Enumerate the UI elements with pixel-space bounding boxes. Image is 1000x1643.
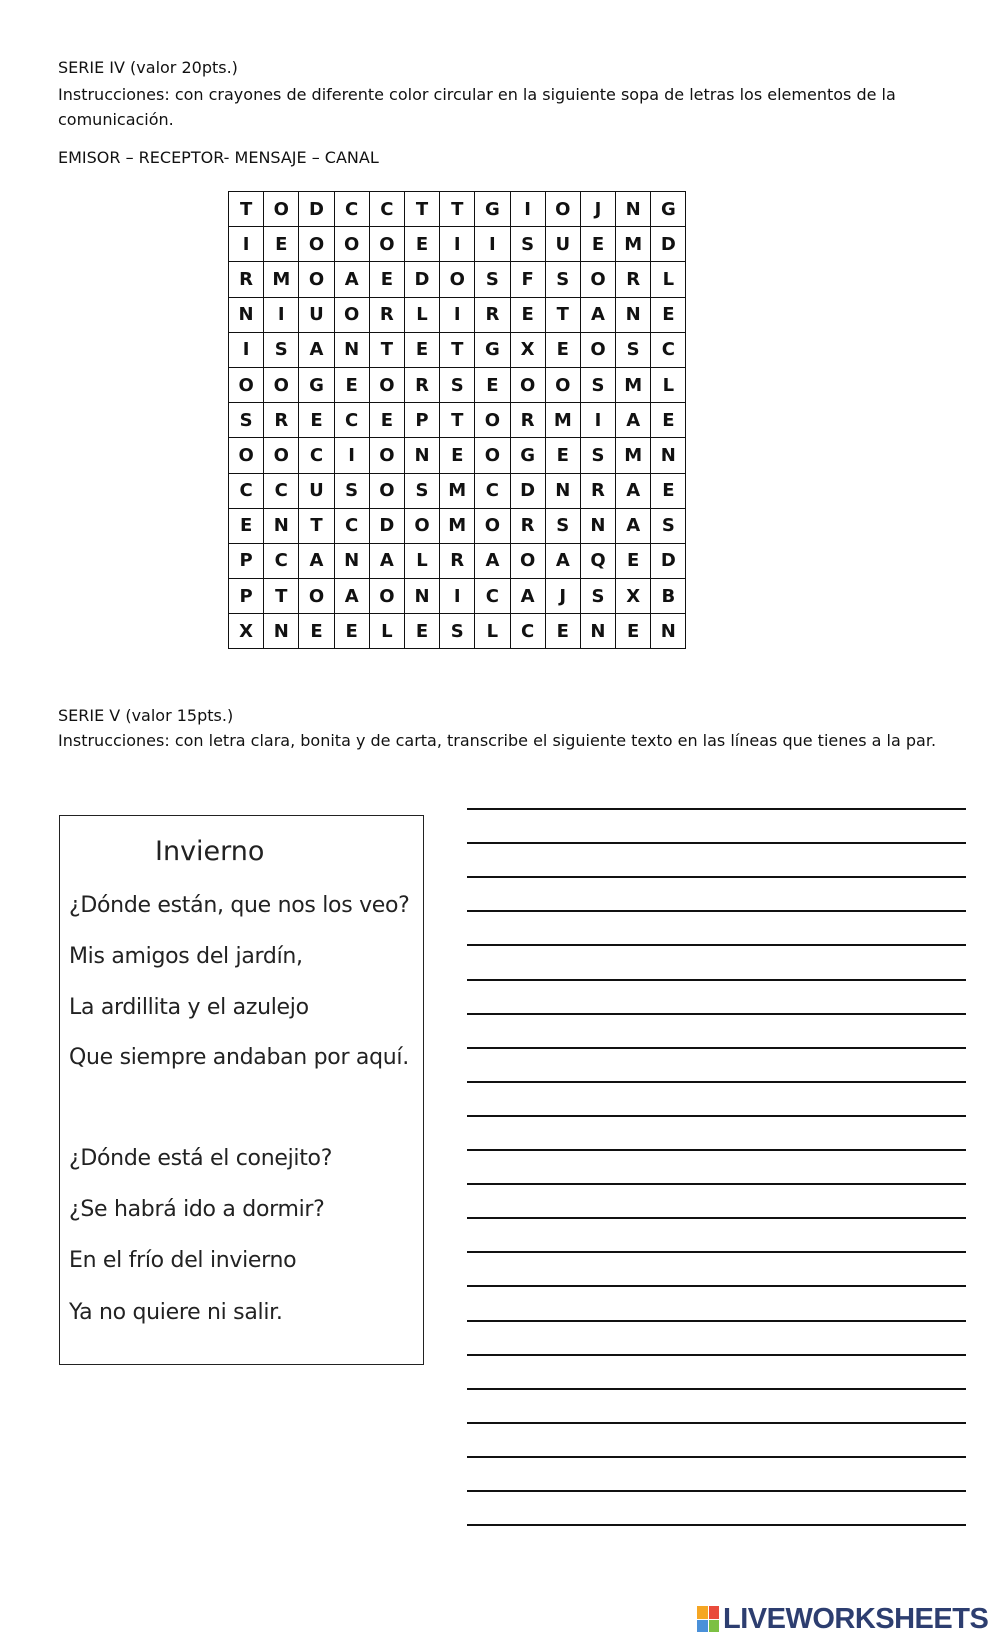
grid-cell[interactable]: O <box>510 367 545 402</box>
grid-cell[interactable]: S <box>510 227 545 262</box>
writing-line[interactable] <box>467 1013 966 1015</box>
grid-cell[interactable]: E <box>404 227 439 262</box>
grid-cell[interactable]: E <box>580 227 615 262</box>
grid-cell[interactable]: T <box>440 403 475 438</box>
grid-cell[interactable]: L <box>475 614 510 649</box>
grid-cell[interactable]: A <box>475 543 510 578</box>
writing-line[interactable] <box>467 876 966 878</box>
grid-cell[interactable]: C <box>334 192 369 227</box>
grid-cell[interactable]: T <box>404 192 439 227</box>
grid-cell[interactable]: U <box>545 227 580 262</box>
grid-cell[interactable]: A <box>369 543 404 578</box>
grid-cell[interactable]: M <box>440 508 475 543</box>
writing-line[interactable] <box>467 1354 966 1356</box>
grid-cell[interactable]: C <box>475 473 510 508</box>
grid-cell[interactable]: A <box>510 579 545 614</box>
grid-cell[interactable]: A <box>299 332 334 367</box>
grid-cell[interactable]: U <box>299 473 334 508</box>
grid-cell[interactable]: E <box>475 367 510 402</box>
grid-cell[interactable]: S <box>264 332 299 367</box>
writing-line[interactable] <box>467 1115 966 1117</box>
grid-cell[interactable]: E <box>334 367 369 402</box>
word-list: EMISOR – RECEPTOR- MENSAJE – CANAL <box>58 148 379 167</box>
grid-cell[interactable]: N <box>616 192 651 227</box>
grid-cell[interactable]: O <box>369 473 404 508</box>
grid-cell[interactable]: S <box>440 614 475 649</box>
logo-square-icon <box>709 1620 720 1633</box>
grid-cell[interactable]: A <box>334 579 369 614</box>
grid-cell[interactable]: C <box>334 403 369 438</box>
writing-line[interactable] <box>467 1422 966 1424</box>
grid-cell[interactable]: G <box>299 367 334 402</box>
grid-cell[interactable]: L <box>404 543 439 578</box>
grid-cell[interactable]: G <box>651 192 686 227</box>
grid-cell[interactable]: E <box>510 297 545 332</box>
grid-cell[interactable]: T <box>299 508 334 543</box>
grid-cell[interactable]: F <box>510 262 545 297</box>
grid-cell[interactable]: O <box>475 403 510 438</box>
grid-cell[interactable]: T <box>264 579 299 614</box>
grid-cell[interactable]: A <box>545 543 580 578</box>
grid-cell[interactable]: O <box>264 438 299 473</box>
serie-iv-instructions: Instrucciones: con crayones de diferente color circular en la siguiente sopa de letras los elementos de la comunicación. <box>58 85 896 129</box>
grid-cell[interactable]: J <box>580 192 615 227</box>
grid-cell[interactable]: B <box>651 579 686 614</box>
grid-cell[interactable]: R <box>510 508 545 543</box>
grid-cell[interactable]: E <box>616 543 651 578</box>
grid-cell[interactable]: O <box>369 367 404 402</box>
grid-cell[interactable]: N <box>545 473 580 508</box>
poem-line: ¿Dónde están, que nos los veo? <box>69 893 410 918</box>
grid-cell[interactable]: I <box>475 227 510 262</box>
grid-cell[interactable]: Q <box>580 543 615 578</box>
brand-logo <box>697 1602 988 1636</box>
writing-line[interactable] <box>467 1456 966 1458</box>
grid-cell[interactable]: S <box>580 438 615 473</box>
grid-cell[interactable]: D <box>510 473 545 508</box>
grid-cell[interactable]: R <box>369 297 404 332</box>
grid-cell[interactable]: R <box>229 262 264 297</box>
grid-cell[interactable]: O <box>580 332 615 367</box>
grid-cell[interactable]: I <box>510 192 545 227</box>
writing-line[interactable] <box>467 1149 966 1151</box>
serie-iv-title: SERIE IV (valor 20pts.) <box>58 58 238 77</box>
grid-cell[interactable]: R <box>264 403 299 438</box>
grid-cell[interactable]: T <box>440 332 475 367</box>
grid-cell[interactable]: S <box>475 262 510 297</box>
grid-cell[interactable]: I <box>440 579 475 614</box>
writing-line[interactable] <box>467 808 966 810</box>
grid-cell[interactable]: N <box>580 614 615 649</box>
grid-cell[interactable]: R <box>510 403 545 438</box>
grid-cell[interactable]: S <box>545 508 580 543</box>
grid-cell[interactable]: C <box>229 473 264 508</box>
logo-square-icon <box>709 1606 720 1619</box>
writing-line[interactable] <box>467 1047 966 1049</box>
grid-cell[interactable]: S <box>545 262 580 297</box>
grid-cell[interactable]: U <box>299 297 334 332</box>
writing-line[interactable] <box>467 1320 966 1322</box>
grid-cell[interactable]: G <box>475 332 510 367</box>
grid-cell[interactable]: N <box>651 438 686 473</box>
writing-line[interactable] <box>467 1217 966 1219</box>
grid-cell[interactable]: R <box>475 297 510 332</box>
grid-cell[interactable]: A <box>299 543 334 578</box>
grid-cell[interactable]: E <box>369 403 404 438</box>
grid-cell[interactable]: S <box>404 473 439 508</box>
grid-cell[interactable]: C <box>510 614 545 649</box>
grid-cell[interactable]: R <box>580 473 615 508</box>
grid-cell[interactable]: P <box>229 579 264 614</box>
grid-cell[interactable]: O <box>334 227 369 262</box>
grid-cell[interactable]: E <box>651 473 686 508</box>
grid-cell[interactable]: L <box>369 614 404 649</box>
grid-cell[interactable]: O <box>475 438 510 473</box>
grid-cell[interactable]: L <box>404 297 439 332</box>
logo-square-icon <box>697 1620 708 1633</box>
grid-cell[interactable]: S <box>580 367 615 402</box>
grid-cell[interactable]: D <box>651 543 686 578</box>
grid-cell[interactable]: S <box>440 367 475 402</box>
grid-cell[interactable]: N <box>404 438 439 473</box>
grid-cell[interactable]: P <box>229 543 264 578</box>
grid-cell[interactable]: A <box>580 297 615 332</box>
grid-cell[interactable]: N <box>229 297 264 332</box>
grid-cell[interactable]: S <box>651 508 686 543</box>
grid-cell[interactable]: O <box>369 579 404 614</box>
writing-line[interactable] <box>467 1285 966 1287</box>
brand-text: LIVEWORKSHEETS <box>723 1602 989 1635</box>
grid-cell[interactable]: O <box>545 367 580 402</box>
grid-cell[interactable]: E <box>229 508 264 543</box>
grid-cell[interactable]: O <box>334 297 369 332</box>
grid-cell[interactable]: O <box>299 227 334 262</box>
poem-line: Mis amigos del jardín, <box>69 944 303 969</box>
grid-cell[interactable]: E <box>369 262 404 297</box>
grid-cell[interactable]: A <box>616 473 651 508</box>
grid-cell[interactable]: O <box>264 192 299 227</box>
grid-cell[interactable]: R <box>440 543 475 578</box>
grid-cell[interactable]: A <box>334 262 369 297</box>
logo-square-icon <box>697 1606 708 1619</box>
grid-cell[interactable]: E <box>440 438 475 473</box>
grid-cell[interactable]: M <box>264 262 299 297</box>
grid-cell[interactable]: S <box>229 403 264 438</box>
grid-cell[interactable]: E <box>299 614 334 649</box>
writing-line[interactable] <box>467 1251 966 1253</box>
grid-cell[interactable]: I <box>229 332 264 367</box>
grid-cell[interactable]: X <box>616 579 651 614</box>
grid-cell[interactable]: I <box>440 297 475 332</box>
liveworksheets-logo-icon <box>697 1606 719 1632</box>
poem-line: En el frío del invierno <box>69 1248 297 1273</box>
grid-cell[interactable]: T <box>440 192 475 227</box>
grid-cell[interactable]: O <box>229 438 264 473</box>
grid-cell[interactable]: O <box>580 262 615 297</box>
grid-cell[interactable]: A <box>616 508 651 543</box>
grid-cell[interactable]: C <box>475 579 510 614</box>
grid-cell[interactable]: O <box>264 367 299 402</box>
poem-line: Ya no quiere ni salir. <box>69 1300 283 1325</box>
writing-line[interactable] <box>467 1183 966 1185</box>
writing-line[interactable] <box>467 1388 966 1390</box>
grid-cell[interactable]: C <box>264 473 299 508</box>
grid-cell[interactable]: T <box>229 192 264 227</box>
grid-cell[interactable]: T <box>545 297 580 332</box>
grid-cell[interactable]: O <box>299 262 334 297</box>
grid-cell[interactable]: O <box>475 508 510 543</box>
poem-line: Que siempre andaban por aquí. <box>69 1045 409 1070</box>
grid-cell[interactable]: O <box>510 543 545 578</box>
writing-lines[interactable] <box>467 0 967 1643</box>
writing-line[interactable] <box>467 979 966 981</box>
poem-title: Invierno <box>155 836 265 867</box>
grid-cell[interactable]: C <box>369 192 404 227</box>
grid-cell[interactable]: J <box>545 579 580 614</box>
grid-cell[interactable]: G <box>510 438 545 473</box>
grid-cell[interactable]: E <box>545 332 580 367</box>
grid-cell[interactable]: N <box>264 614 299 649</box>
grid-cell[interactable]: I <box>334 438 369 473</box>
poem-line: ¿Dónde está el conejito? <box>69 1146 333 1171</box>
grid-cell[interactable]: I <box>580 403 615 438</box>
grid-cell[interactable]: E <box>334 614 369 649</box>
grid-cell[interactable]: E <box>651 403 686 438</box>
grid-cell[interactable]: M <box>440 473 475 508</box>
grid-cell[interactable]: M <box>545 403 580 438</box>
grid-cell[interactable]: N <box>651 614 686 649</box>
writing-line[interactable] <box>467 842 966 844</box>
writing-line[interactable] <box>467 910 966 912</box>
grid-cell[interactable]: E <box>404 614 439 649</box>
grid-cell[interactable]: I <box>440 227 475 262</box>
grid-cell[interactable]: T <box>369 332 404 367</box>
poem-box <box>59 815 424 1365</box>
grid-cell[interactable]: E <box>299 403 334 438</box>
grid-cell[interactable]: O <box>545 192 580 227</box>
grid-cell[interactable]: C <box>299 438 334 473</box>
grid-cell[interactable]: P <box>404 403 439 438</box>
grid-cell[interactable]: O <box>404 508 439 543</box>
writing-line[interactable] <box>467 944 966 946</box>
grid-cell[interactable]: O <box>369 227 404 262</box>
grid-cell[interactable]: M <box>616 367 651 402</box>
grid-cell[interactable]: O <box>229 367 264 402</box>
grid-cell[interactable]: D <box>651 227 686 262</box>
grid-cell[interactable]: M <box>616 438 651 473</box>
grid-cell[interactable]: C <box>334 508 369 543</box>
grid-cell[interactable]: E <box>616 614 651 649</box>
writing-line[interactable] <box>467 1081 966 1083</box>
grid-cell[interactable]: E <box>545 614 580 649</box>
grid-cell[interactable]: X <box>229 614 264 649</box>
grid-cell[interactable]: N <box>334 332 369 367</box>
grid-cell[interactable]: L <box>651 262 686 297</box>
writing-line[interactable] <box>467 1524 966 1526</box>
grid-cell[interactable]: C <box>264 543 299 578</box>
grid-cell[interactable]: O <box>369 438 404 473</box>
grid-cell[interactable]: N <box>616 297 651 332</box>
poem-line: La ardillita y el azulejo <box>69 995 309 1020</box>
grid-cell[interactable]: R <box>616 262 651 297</box>
grid-cell[interactable]: G <box>475 192 510 227</box>
grid-cell[interactable]: N <box>264 508 299 543</box>
serie-v-instructions: Instrucciones: con letra clara, bonita y de carta, transcribe el siguiente texto en las líneas que tienes a la par. <box>58 731 937 750</box>
grid-cell[interactable]: L <box>651 367 686 402</box>
grid-cell[interactable]: N <box>334 543 369 578</box>
grid-cell[interactable]: O <box>299 579 334 614</box>
grid-cell[interactable]: N <box>404 579 439 614</box>
grid-cell[interactable]: S <box>616 332 651 367</box>
poem-line: ¿Se habrá ido a dormir? <box>69 1197 325 1222</box>
grid-cell[interactable]: E <box>404 332 439 367</box>
grid-cell[interactable]: A <box>616 403 651 438</box>
grid-cell[interactable]: D <box>404 262 439 297</box>
grid-cell[interactable]: S <box>580 579 615 614</box>
grid-cell[interactable]: M <box>616 227 651 262</box>
grid-cell[interactable]: C <box>651 332 686 367</box>
grid-cell[interactable]: D <box>299 192 334 227</box>
grid-cell[interactable]: O <box>440 262 475 297</box>
grid-cell[interactable]: X <box>510 332 545 367</box>
grid-cell[interactable]: E <box>545 438 580 473</box>
grid-cell[interactable]: E <box>651 297 686 332</box>
writing-line[interactable] <box>467 1490 966 1492</box>
grid-cell[interactable]: R <box>404 367 439 402</box>
serie-v-title: SERIE V (valor 15pts.) <box>58 706 234 725</box>
grid-cell[interactable]: D <box>369 508 404 543</box>
grid-cell[interactable]: S <box>334 473 369 508</box>
grid-cell[interactable]: I <box>229 227 264 262</box>
grid-cell[interactable]: E <box>264 227 299 262</box>
grid-cell[interactable]: I <box>264 297 299 332</box>
grid-cell[interactable]: N <box>580 508 615 543</box>
